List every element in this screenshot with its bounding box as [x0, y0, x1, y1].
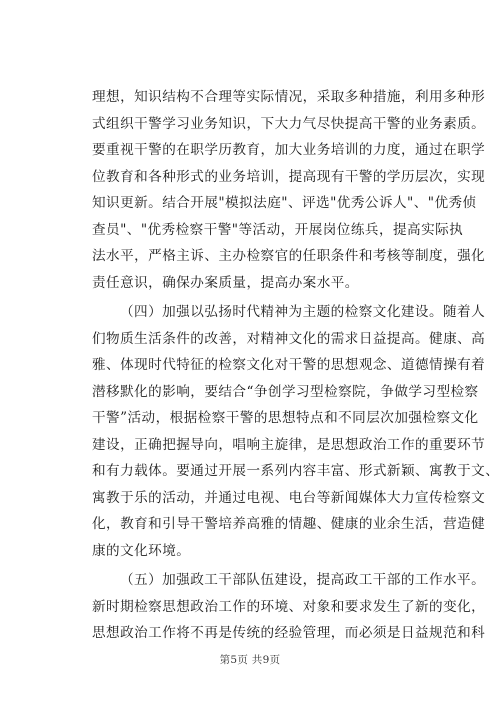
text-line: 理想，知识结构不合理等实际情况，采取多种措施，利用多种形 [92, 89, 486, 105]
text-line: 建设，正确把握导向，唱响主旋律，是思想政治工作的重要环节 [92, 436, 486, 453]
text-line: 法水平，严格主诉、主办检察官的任职条件和考核等制度，强化 [92, 248, 486, 264]
text-line: 康的文化环境。 [92, 542, 191, 559]
text-line: 寓教于乐的活动，并通过电视、电台等新闻媒体大力宣传检察文 [92, 489, 486, 506]
text-line: 查员"、"优秀检察干警"等活动，开展岗位练兵，提高实际执 [92, 221, 464, 238]
text-line: 干警”活动，根据检察干警的思想特点和不同层次加强检察文化 [92, 410, 479, 426]
text-line: 雅、体现时代特征的检察文化对干警的思想观念、道德情操有着 [92, 357, 486, 373]
section-heading-line: （五）加强政工干部队伍建设，提高政工干部的工作水平。 [120, 572, 486, 588]
text-line: 潜移默化的影响，要结合“争创学习型检察院，争做学习型检察 [92, 383, 479, 400]
text-line: 位教育和各种形式的业务培训，提高现有干警的学历层次，实现 [92, 168, 486, 185]
page-number-footer: 第5页 共9页 [219, 654, 281, 666]
text-line: 思想政治工作将不再是传统的经验管理，而必须是日益规范和科 [92, 625, 486, 641]
text-line: 化，教育和引导干警培养高雅的情趣、健康的业余生活，营造健 [92, 516, 486, 532]
text-line: 责任意识，确保办案质量，提高办案水平。 [92, 274, 359, 291]
text-line: 和有力载体。要通过开展一系列内容丰富、形式新颖、寓教于文、 [92, 463, 500, 479]
text-line: 们物质生活条件的改善，对精神文化的需求日益提高。健康、高 [92, 330, 486, 347]
section-heading-line: （四）加强以弘扬时代精神为主题的检察文化建设。随着人 [120, 304, 486, 320]
text-line: 式组织干警学习业务知识，下大力气尽快提高干警的业务素质。 [92, 115, 486, 132]
body-text [92, 84, 500, 647]
text-line: 要重视干警的在职学历教育，加大业务培训的力度，通过在职学 [92, 142, 486, 158]
text-line: 知识更新。结合开展"模拟法庭"、评选"优秀公诉人"、"优秀侦 [92, 195, 477, 211]
text-line: 新时期检察思想政治工作的环境、对象和要求发生了新的变化， [92, 598, 486, 615]
